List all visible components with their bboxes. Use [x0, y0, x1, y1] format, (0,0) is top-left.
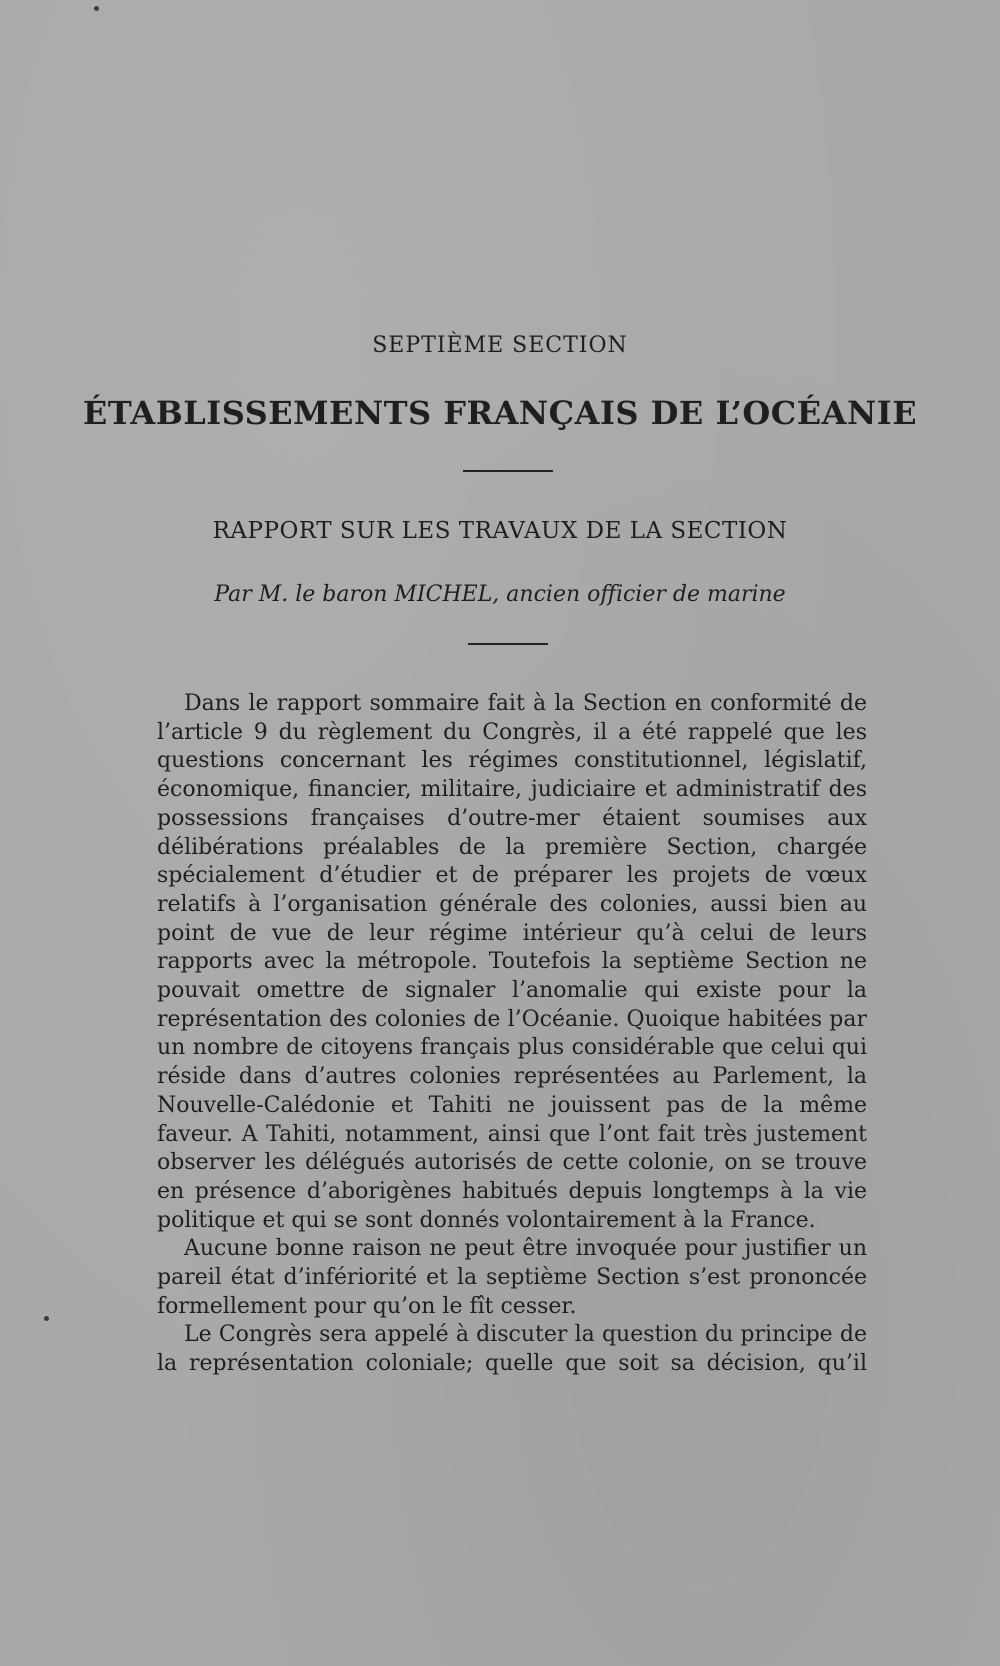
- author-byline: Par M. le baron MICHEL, ancien officier de marine: [214, 582, 786, 607]
- ink-speck: [44, 1316, 49, 1321]
- main-title: ÉTABLISSEMENTS FRANÇAIS DE L’OCÉANIE: [82, 394, 918, 432]
- report-title: RAPPORT SUR LES TRAVAUX DE LA SECTION: [212, 518, 788, 544]
- divider-rule: [468, 643, 548, 645]
- section-kicker: SEPTIÈME SECTION: [372, 333, 628, 358]
- paragraph: Aucune bonne raison ne peut être invoquée pour justifier un pareil état d’infériorité et la septième Section s’est prononcée formellement pour qu’on le fît cesser.: [157, 1236, 867, 1319]
- paragraph: Le Congrès sera appelé à discuter la question du principe de la représentation coloniale; quelle que soit sa décision, qu’il: [157, 1322, 867, 1377]
- paragraph: Dans le rapport sommaire fait à la Section en conformité de l’article 9 du règlement du Congrès, il a été rappelé que les questions concernant les régimes constitutionnel, législatif, économique, financier, militaire, judiciaire et administratif des possessions françaises d’outre-mer étaient soumises aux délibérations préalables de la première Section, chargée spécialement d’étudier et de préparer les projets de vœux relatifs à l’organisation générale des colonies, aussi bien au point de vue de leur régime intérieur qu’à celui de leurs rapports avec la métropole. Toutefois la septième Section ne pouvait omettre de signaler l’anomalie qui existe pour la représentation des colonies de l’Océanie. Quoique habitées par un nombre de citoyens français plus considérable que celui qui réside dans d’autres colonies représentées au Parlement, la Nouvelle-Calédonie et Tahiti ne jouissent pas de la même faveur. A Tahiti, notamment, ainsi que l’ont fait très justement observer les délégués autorisés de cette colonie, on se trouve en présence d’aborigènes habitués depuis longtemps à la vie politique et qui se sont donnés volontairement à la France.: [157, 691, 867, 1233]
- ink-speck: [94, 6, 99, 11]
- body-text: [157, 690, 867, 1379]
- divider-rule: [463, 470, 553, 472]
